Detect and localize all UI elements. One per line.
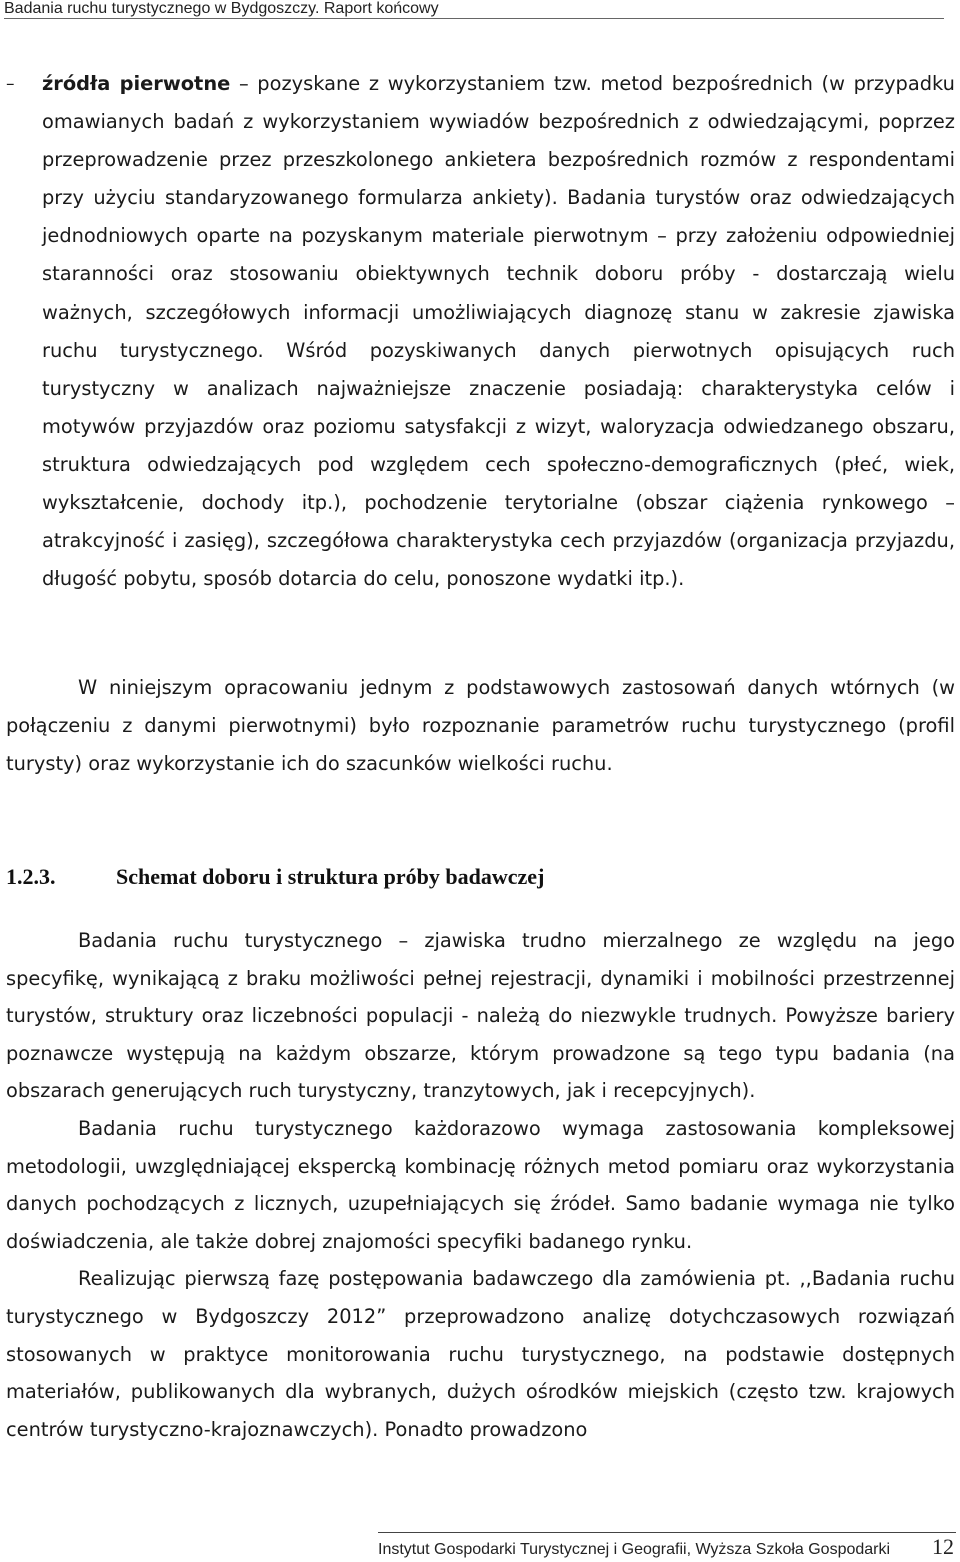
- section-number: 1.2.3.: [6, 864, 56, 889]
- section-heading: [6, 864, 544, 890]
- list-item-primary-sources: [42, 65, 955, 598]
- paragraph-2: Badania ruchu turystycznego każdorazowo wymaga zastosowania kompleksowej metodologii, uwzględniającej ekspercką kombinację różnych metod pomiaru oraz wykorzystania danych pochodzących z licznych, uzupełniających się źródeł. Samo badanie wymaga nie tylko doświadczenia, ale także dobrej znajomości specyfiki badanego rynku.: [6, 1116, 955, 1253]
- footer-institution: Instytut Gospodarki Turystycznej i Geografii, Wyższa Szkoła Gospodarki: [378, 1541, 891, 1558]
- running-header: [4, 0, 944, 19]
- section-title: Schemat doboru i struktura próby badawczej: [116, 864, 545, 889]
- header-title: Badania ruchu turystycznego w Bydgoszczy. Raport końcowy: [4, 0, 439, 17]
- list-bullet-dash: –: [6, 74, 15, 94]
- paragraph-text: W niniejszym opracowaniu jednym z podstawowych zastosowań danych wtórnych (w połączeniu z danymi pierwotnymi) było rozpoznanie parametrów ruchu turystycznego (profil turysty) oraz wykorzystanie ich do szacunków wielkości ruchu.: [6, 676, 955, 775]
- page-number: 12: [932, 1534, 954, 1559]
- page-footer: [378, 1532, 956, 1559]
- paragraph-3: Realizując pierwszą fazę postępowania badawczego dla zamówienia pt. ,,Badania ruchu turystycznego w Bydgoszczy 2012” przeprowadzono analizę dotychczasowych rozwiązań stosowanych w praktyce monitorowania ruchu turystycznego, na podstawie dostępnych materiałów, publikowanych dla wybranych, dużych ośrodków miejskich (często tzw. krajowych centrów turystyczno-krajoznawczych). Ponadto prowadzono: [6, 1267, 955, 1441]
- paragraph-secondary-data: [6, 669, 955, 783]
- section-body: [6, 922, 955, 1448]
- term-primary-sources: źródła pierwotne: [42, 72, 231, 95]
- list-item-text: – pozyskane z wykorzystaniem tzw. metod bezpośrednich (w przypadku omawianych badań z wykorzystaniem wywiadów bezpośrednich z odwiedzającymi, poprzez przeprowadzenie przez przeszkolonego ankietera bezpośrednich rozmów z respondentami przy użyciu standaryzowanego formularza ankiety). Badania turystów oraz odwiedzających jednodniowych oparte na pozyskanym materiale pierwotnym – przy założeniu odpowiedniej staranności oraz stosowaniu obiektywnych technik doboru próby - dostarczają wielu ważnych, szczegółowych informacji umożliwiających diagnozę stanu w zakresie zjawiska ruchu turystycznego. Wśród pozyskiwanych danych pierwotnych opisujących ruch turystyczny w analizach najważniejsze znaczenie posiadają: charakterystyka celów i motywów przyjazdów oraz poziomu satysfakcji z wizyt, waloryzacja odwiedzanego obszaru, struktura odwiedzających pod względem cech społeczno-demograficznych (płeć, wiek, wykształcenie, dochody itp.), pochodzenie terytorialne (obszar ciążenia rynkowego – atrakcyjność i zasięg), szczegółowa charakterystyka cech przyjazdów (organizacja przyjazdu, długość pobytu, sposób dotarcia do celu, ponoszone wydatki itp.).: [42, 72, 955, 591]
- paragraph-1: Badania ruchu turystycznego – zjawiska trudno mierzalnego ze względu na jego specyfikę, wynikającą z braku możliwości pełnej rejestracji, dynamiki i mobilności przestrzennej turystów, struktury oraz liczebności populacji - należą do niezwykle trudnych. Powyższe bariery poznawcze występują na każdym obszarze, którym prowadzone są tego typu badania (na obszarach generujących ruch turystyczny, tranzytowych, jak i recepcyjnych).: [6, 929, 955, 1103]
